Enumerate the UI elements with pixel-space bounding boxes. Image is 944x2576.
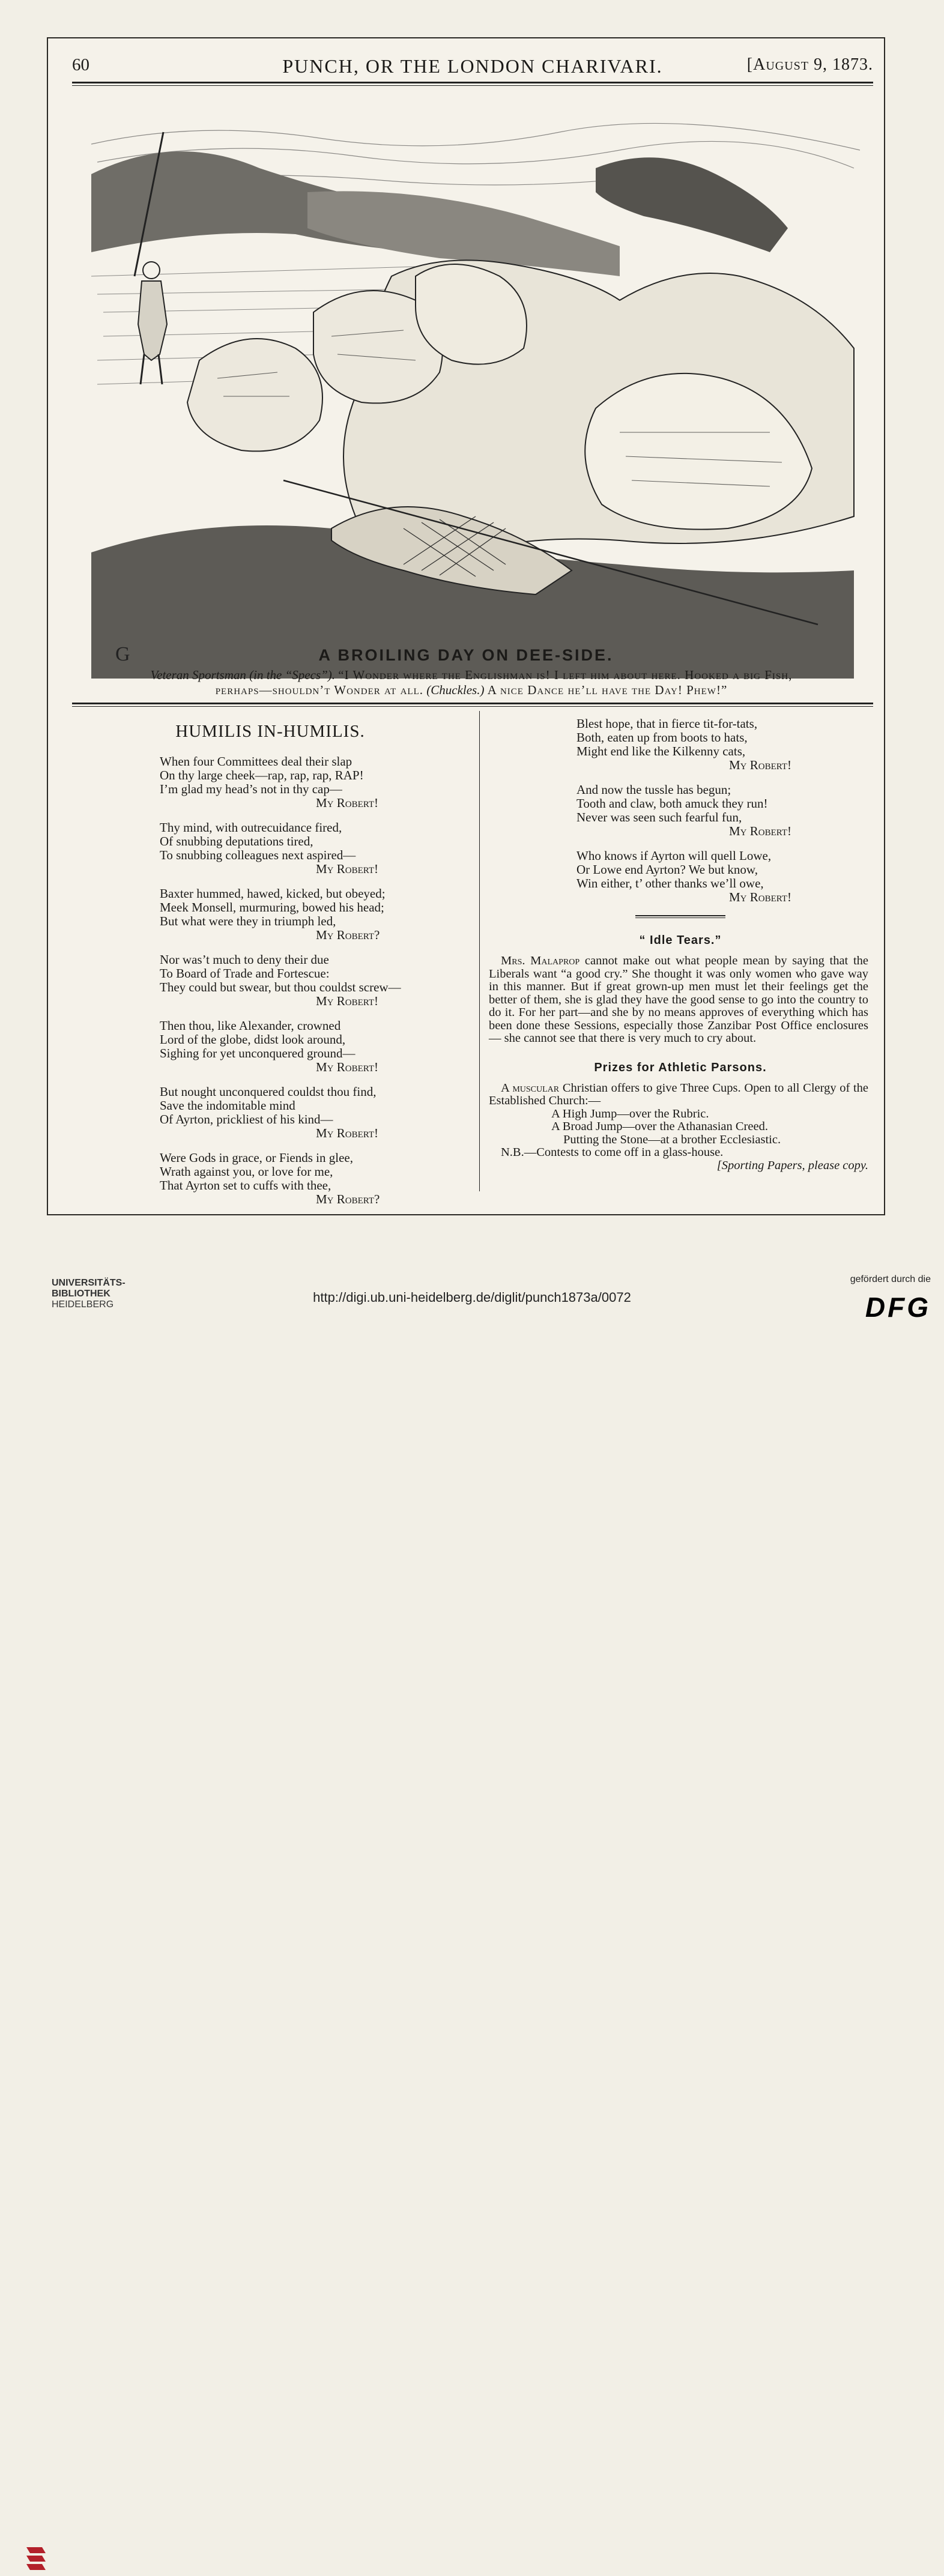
left-column [72, 722, 468, 1217]
stanza-line: They could but swear, but thou couldst screw— [160, 980, 401, 994]
stanza-line: Nor was’t much to deny their due [160, 952, 329, 967]
poem-stanzas-left [72, 755, 468, 1206]
running-title: PUNCH, OR THE LONDON CHARIVARI. [282, 55, 663, 77]
stanza-line: Wrath against you, or love for me, [160, 1164, 333, 1179]
stanza-line: Lord of the globe, didst look around, [160, 1032, 346, 1047]
poem-stanza [160, 953, 468, 1008]
stanza-refrain: My Robert! [729, 890, 792, 904]
prizes-body: Christian offers to give Three Cups. Open to all Clergy of the Established Church:— [489, 1081, 869, 1107]
stanza-line: Never was seen such fearful fun, [576, 810, 742, 824]
prizes-note: N.B.—Contests to come off in a glass-house. [501, 1146, 724, 1159]
idle-tears-heading: “ Idle Tears.” [639, 934, 722, 947]
library-name-line: BIBLIOTHEK [52, 1289, 110, 1299]
page-header [72, 55, 873, 83]
stanza-refrain: My Robert? [316, 928, 380, 942]
stanza-line: Of snubbing deputations tired, [160, 834, 313, 848]
stanza-line: Save the indomitable mind [160, 1098, 295, 1113]
poem-stanza [576, 783, 876, 838]
library-logo-icon [24, 2545, 48, 2576]
stanza-line: Baxter hummed, hawed, kicked, but obeyed; [160, 886, 386, 901]
stanza-line: Then thou, like Alexander, crowned [160, 1018, 341, 1033]
stanza-line: Blest hope, that in fierce tit-for-tats, [576, 716, 758, 731]
library-name-line: HEIDELBERG [52, 1299, 114, 1310]
stanza-line: Meek Monsell, murmuring, bowed his head; [160, 900, 384, 915]
caption-line-2a: perhaps—shouldn’t Wonder at all. [215, 683, 423, 697]
stanza-line: Or Lowe end Ayrton? We but know, [576, 862, 758, 877]
library-name-line: UNIVERSITÄTS- [52, 1278, 126, 1288]
poem-title: HUMILIS IN-HUMILIS. [175, 722, 365, 741]
stanza-line: Win either, t’ other thanks we’ll owe, [576, 876, 764, 890]
prize-item: Putting the Stone—at a brother Ecclesiastic. [563, 1132, 781, 1146]
prize-item: A High Jump—over the Rubric. [551, 1107, 709, 1120]
stanza-refrain: My Robert! [316, 1060, 379, 1074]
prizes-signoff: [Sporting Papers, please copy. [716, 1158, 868, 1172]
idle-tears-text [485, 955, 876, 1045]
artist-signature: G [115, 643, 130, 665]
poem-stanza [160, 1151, 468, 1206]
poem-stanza [576, 849, 876, 904]
column-divider [479, 711, 480, 1191]
stanza-line: Were Gods in grace, or Fiends in glee, [160, 1150, 353, 1165]
page-number: 60 [72, 55, 89, 74]
stanza-line: But what were they in triumph led, [160, 914, 336, 928]
poem-stanza [160, 755, 468, 810]
prizes-lead: A muscular [501, 1081, 560, 1095]
prize-item: A Broad Jump—over the Athanasian Creed. [551, 1120, 768, 1133]
page-scan [47, 37, 885, 1215]
stanza-line: Tooth and claw, both amuck they run! [576, 796, 768, 811]
caption-stage-direction: (Chuckles.) [426, 683, 485, 697]
header-rule [72, 82, 873, 86]
right-column [485, 717, 876, 1172]
caption-line-2b: A nice Dance he’ll have the Day! Phew!” [487, 683, 728, 697]
source-url-link[interactable]: http://digi.ub.uni-heidelberg.de/diglit/punch1873a/0072 [313, 1290, 631, 1305]
prizes-heading: Prizes for Athletic Parsons. [594, 1060, 767, 1074]
caption-text [72, 668, 871, 698]
stanza-refrain: My Robert! [729, 758, 792, 772]
caption-line-1: “I Wonder where the Englishman is! I left him about here. Hooked a big Fish, [338, 668, 793, 682]
idle-tears-lead: Mrs. Malaprop [501, 954, 580, 967]
poem-stanza [160, 1019, 468, 1074]
prizes-text [485, 1082, 876, 1108]
stanza-line: Both, eaten up from boots to hats, [576, 730, 748, 745]
issue-date: [August 9, 1873. [746, 55, 873, 74]
stanza-line: To snubbing colleagues next aspired— [160, 848, 356, 862]
stanza-refrain: My Robert! [729, 824, 792, 838]
stanza-line: On thy large cheek—rap, rap, rap, RAP! [160, 768, 364, 782]
poem-stanza [160, 821, 468, 876]
stanza-line: Might end like the Kilkenny cats, [576, 744, 746, 758]
stanza-refrain: My Robert! [316, 796, 379, 810]
dfg-logo[interactable]: DFG [865, 1292, 931, 1323]
stanza-line: Who knows if Ayrton will quell Lowe, [576, 848, 772, 863]
stanza-line: When four Committees deal their slap [160, 754, 352, 769]
funded-by-label: gefördert durch die [850, 1274, 931, 1284]
stanza-line: That Ayrton set to cuffs with thee, [160, 1178, 331, 1193]
stanza-line: But nought unconquered couldst thou find, [160, 1084, 377, 1099]
stanza-line: I’m glad my head’s not in thy cap— [160, 782, 342, 796]
caption-speaker: Veteran Sportsman (in the “Specs”). [150, 668, 336, 682]
poem-stanza [160, 887, 468, 942]
stanza-line: Of Ayrton, prickliest of his kind— [160, 1112, 333, 1126]
stanza-line: Sighing for yet unconquered ground— [160, 1046, 356, 1060]
stanza-line: To Board of Trade and Fortescue: [160, 966, 330, 981]
section-rule [635, 915, 725, 918]
stanza-refrain: My Robert? [316, 1192, 380, 1206]
poem-stanza [160, 1085, 468, 1140]
poem-stanza [576, 717, 876, 772]
engraving-illustration [79, 96, 866, 679]
stanza-refrain: My Robert! [316, 862, 379, 876]
idle-tears-body: cannot make out what people mean by saying that the Liberals want “a good cry.” She thought it was only women who gave way in this manner. But if great grown-up men must let their feelings get the better of them, she is glad they have the good sense to go into the country to do it. For her part—and she by no means approves of everything which has been done these Sessions, especially those Zanzibar Post Office enclosures — she cannot see that there is very much to cry about. [489, 954, 868, 1045]
stanza-refrain: My Robert! [316, 1126, 379, 1140]
poem-stanzas-right [485, 717, 876, 904]
stanza-refrain: My Robert! [316, 994, 379, 1008]
caption-rule [72, 703, 873, 707]
stanza-line: Thy mind, with outrecuidance fired, [160, 820, 342, 835]
stanza-line: And now the tussle has begun; [576, 782, 731, 797]
caption-title: A BROILING DAY ON DEE-SIDE. [318, 646, 614, 664]
